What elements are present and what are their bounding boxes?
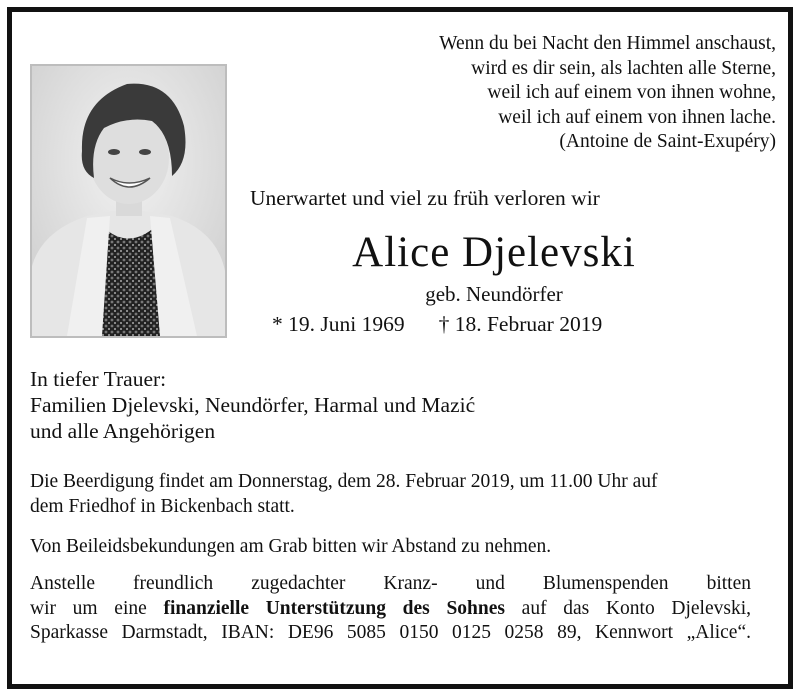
condolences-note: Von Beileidsbekundungen am Grab bitten wir Abstand zu nehmen. xyxy=(30,536,552,557)
donation-line: Anstelle freundlich zugedachter Kranz- und Blumenspenden bitten xyxy=(30,573,751,594)
portrait-photo xyxy=(30,64,227,338)
portrait-image xyxy=(32,66,225,336)
poem-line: Wenn du bei Nacht den Himmel anschaust, xyxy=(439,33,776,54)
funeral-info xyxy=(30,470,751,519)
donation-text: auf das Konto Djelevski, xyxy=(504,597,751,619)
donation-line xyxy=(30,597,751,622)
donation-line: Sparkasse Darmstadt, IBAN: DE96 5085 0150 0125 0258 89, Kennwort „Alice“. xyxy=(30,622,751,643)
poem-line: wird es dir sein, als lachten alle Sterne, xyxy=(471,57,776,79)
poem-author: (Antoine de Saint-Exupéry) xyxy=(559,131,776,152)
poem-line: weil ich auf einem von ihnen wohne, xyxy=(487,82,776,103)
mourners-heading: In tiefer Trauer: xyxy=(30,367,167,391)
donation-text: wir um eine xyxy=(30,597,164,619)
poem-quote xyxy=(439,32,776,155)
funeral-line: Die Beerdigung findet am Donnerstag, dem 28. Februar 2019, um 11.00 Uhr auf xyxy=(30,471,658,492)
funeral-line: dem Friedhof in Bickenbach statt. xyxy=(30,495,295,517)
deceased-name: Alice Djelevski xyxy=(352,229,636,276)
mourners-families: Familien Djelevski, Neundörfer, Harmal und Mazić xyxy=(30,393,476,417)
donation-emphasis: finanzielle Unterstützung des Sohnes xyxy=(163,597,505,619)
mourners-others: und alle Angehörigen xyxy=(30,419,216,443)
death-date: † 18. Februar 2019 xyxy=(438,312,603,336)
donation-info xyxy=(30,572,751,646)
poem-line: weil ich auf einem von ihnen lache. xyxy=(498,106,776,128)
intro-text: Unerwartet und viel zu früh verloren wir xyxy=(250,186,600,210)
mourners xyxy=(30,366,475,444)
birth-date: * 19. Juni 1969 xyxy=(272,312,405,336)
life-dates xyxy=(272,312,602,337)
birth-name: geb. Neundörfer xyxy=(425,282,563,306)
